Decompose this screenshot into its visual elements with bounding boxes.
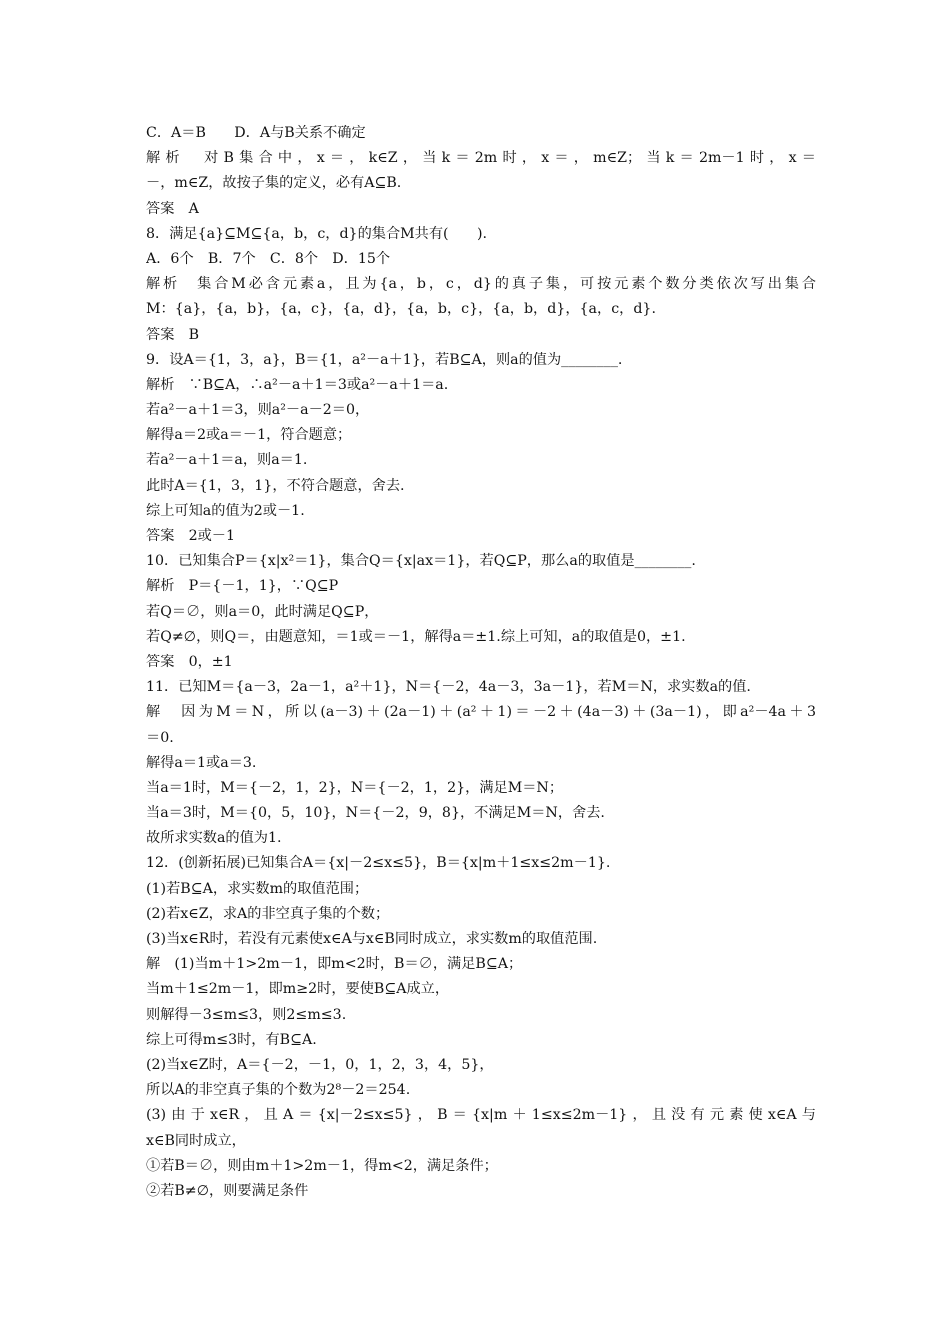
text-line: 当m＋1≤2m－1，即m≥2时，要使B⊆A成立，	[146, 981, 450, 998]
document-body	[146, 121, 816, 1204]
text-line: 答案 A	[146, 200, 199, 217]
text-line: 10．已知集合P＝{x|x²＝1}，集合Q＝{x|ax＝1}，若Q⊆P，那么a的取值是________.	[146, 553, 696, 570]
text-line: 故所求实数a的值为1.	[146, 830, 282, 847]
text-line: 解析 P＝{－1，1}，∵Q⊆P	[146, 578, 339, 595]
text-line: (3)当x∈R时，若没有元素使x∈A与x∈B同时成立，求实数m的取值范围.	[146, 931, 598, 947]
text-line: 若Q＝∅，则a＝0，此时满足Q⊆P，	[146, 603, 379, 620]
text-line: 解得a＝2或a＝－1，符合题意；	[146, 427, 352, 444]
text-line: 所以A的非空真子集的个数为2⁸－2＝254.	[146, 1082, 411, 1099]
text-line: C．A＝B D．A与B关系不确定	[146, 125, 366, 141]
text-line: 解析 集合M必含元素a，且为{a，b，c，d}的真子集，可按元素个数分类依次写出集合	[146, 276, 816, 293]
text-line: M：{a}，{a，b}，{a，c}，{a，d}，{a，b，c}，{a，b，d}，{a，c，d}.	[146, 301, 656, 318]
text-line: 答案 B	[146, 326, 199, 343]
text-line: 9．设A＝{1，3，a}，B＝{1，a²－a＋1}，若B⊆A，则a的值为________.	[146, 351, 623, 368]
text-line: 若a²－a＋1＝a，则a＝1.	[146, 452, 308, 469]
text-line: 解得a＝1或a＝3.	[146, 754, 257, 771]
text-line: 综上可知a的值为2或－1.	[146, 502, 305, 519]
text-line: 8．满足{a}⊆M⊆{a，b，c，d}的集合M共有( ).	[146, 225, 488, 242]
text-line: ①若B＝∅，则由m＋1>2m－1，得m<2，满足条件；	[146, 1157, 498, 1174]
text-line: 解 因为M＝N，所以(a－3)＋(2a－1)＋(a²＋1)＝－2＋(4a－3)＋(3a－1)，即a²－4a＋3	[146, 704, 816, 721]
text-line: (3)由于x∈R，且A＝{x|－2≤x≤5}，B＝{x|m＋1≤x≤2m－1}，且没有元素使x∈A与	[146, 1107, 816, 1124]
text-line: 若Q≠∅，则Q＝，由题意知，＝1或＝－1，解得a＝±1.综上可知，a的取值是0，±1.	[146, 628, 686, 645]
text-line: 当a＝3时，M＝{0，5，10}，N＝{－2，9，8}，不满足M＝N，舍去.	[146, 805, 605, 822]
text-line: 若a²－a＋1＝3，则a²－a－2＝0，	[146, 402, 370, 419]
text-line: x∈B同时成立，	[146, 1132, 246, 1149]
text-line: 12．(创新拓展)已知集合A＝{x|－2≤x≤5}，B＝{x|m＋1≤x≤2m－1}.	[146, 855, 611, 872]
text-line: －，m∈Z，故按子集的定义，必有A⊆B.	[146, 175, 402, 192]
text-line: 答案 0，±1	[146, 653, 233, 670]
text-line: (2)若x∈Z，求A的非空真子集的个数；	[146, 905, 390, 922]
text-line: 当a＝1时，M＝{－2，1，2}，N＝{－2，1，2}，满足M＝N；	[146, 779, 564, 796]
text-line: (1)若B⊆A，求实数m的取值范围；	[146, 880, 369, 897]
text-line: 解 (1)当m＋1>2m－1，即m<2时，B＝∅，满足B⊆A；	[146, 956, 523, 973]
text-line: ②若B≠∅，则要满足条件	[146, 1182, 309, 1199]
text-line: (2)当x∈Z时，A＝{－2，－1，0，1，2，3，4，5}，	[146, 1056, 494, 1073]
text-line: 解析 ∵B⊆A，∴a²－a＋1＝3或a²－a＋1＝a.	[146, 376, 449, 393]
text-line: 综上可得m≤3时，有B⊆A.	[146, 1031, 317, 1048]
text-line: ＝0.	[146, 729, 174, 746]
text-line: 答案 2或－1	[146, 528, 235, 544]
text-line: A．6个 B．7个 C．8个 D．15个	[146, 250, 391, 267]
text-line: 解析 对B集合中，x＝，k∈Z，当k＝2m时，x＝，m∈Z；当k＝2m－1时，x＝	[146, 150, 816, 167]
text-line: 11．已知M＝{a－3，2a－1，a²＋1}，N＝{－2，4a－3，3a－1}，若M＝N，求实数a的值.	[146, 679, 751, 696]
text-line: 则解得－3≤m≤3，则2≤m≤3.	[146, 1006, 347, 1023]
text-line: 此时A＝{1，3，1}，不符合题意，舍去.	[146, 477, 405, 494]
